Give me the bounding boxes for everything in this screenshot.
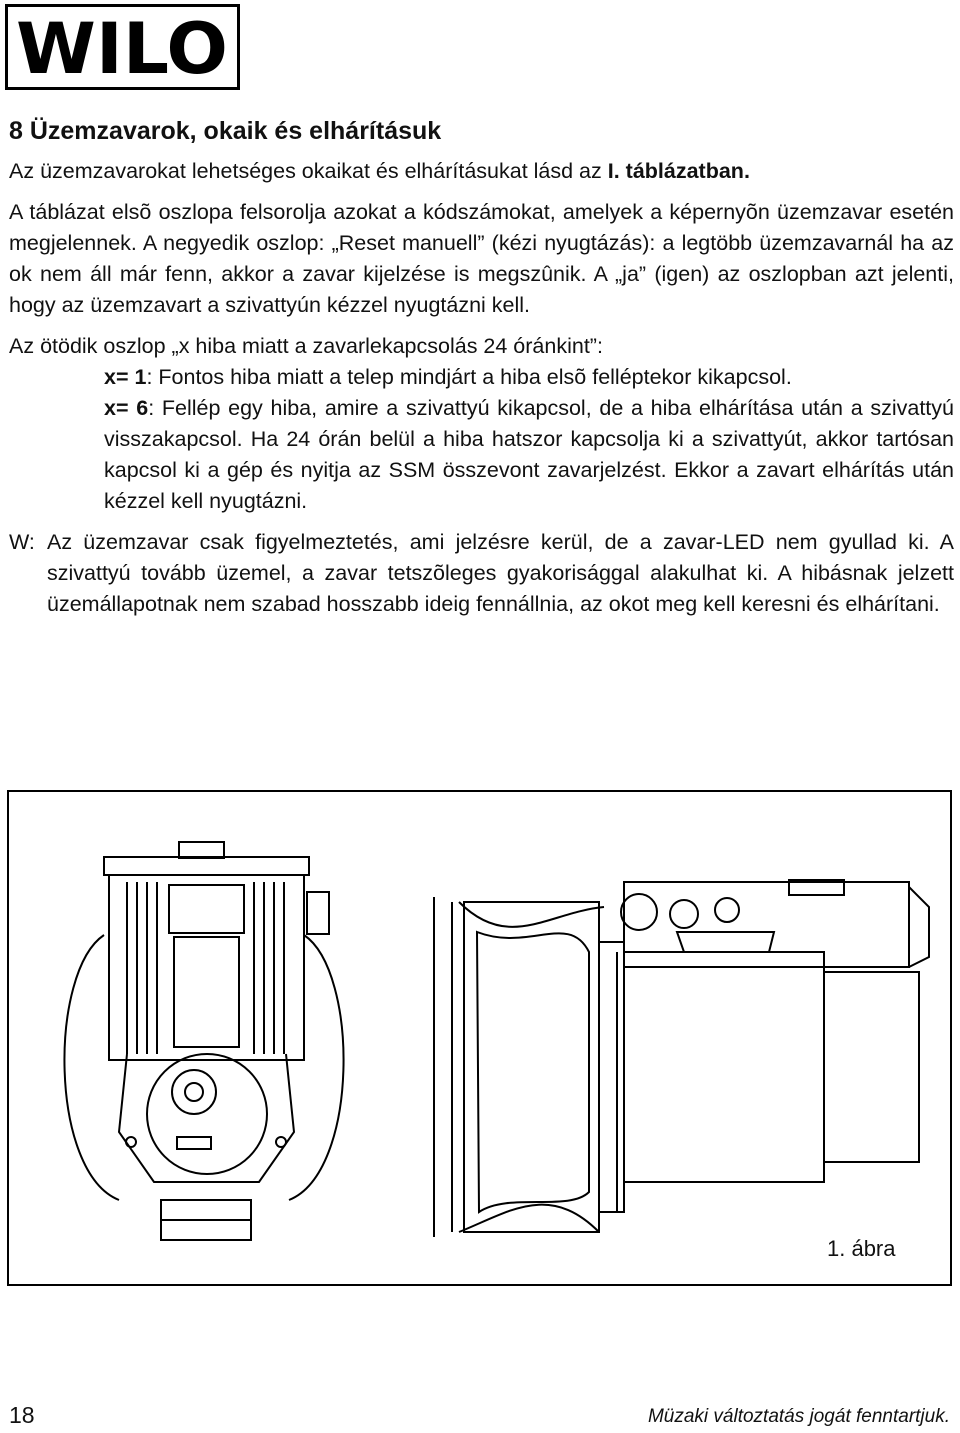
pump-figure bbox=[7, 790, 952, 1286]
paragraph-intro bbox=[9, 156, 954, 187]
section-title: 8 Üzemzavarok, okaik és elhárításuk bbox=[9, 117, 442, 145]
w-label: W: bbox=[9, 530, 35, 554]
wilo-logo bbox=[5, 4, 240, 90]
x1-text: : Fontos hiba miatt a telep mindjárt a hiba elsõ felléptekor kikapcsol. bbox=[146, 365, 792, 389]
pump-side-view bbox=[434, 880, 929, 1237]
w-item bbox=[9, 527, 954, 620]
w-text: Az üzemzavar csak figyelmeztetés, ami jelzésre kerül, de a zavar-LED nem gyullad ki. A szivattyú tovább üzemel, a zavar tetszõleges gyakorisággal alakulhat ki. A hibásnak jelzett üzemállapotnak nem szabad hosszabb ideig fennállnia, az okot meg kell keresni és elhárítani. bbox=[47, 530, 954, 616]
pump-front-view bbox=[64, 842, 343, 1240]
intro-text: Az üzemzavarokat lehetséges okaikat és elhárításukat lásd az bbox=[9, 159, 608, 183]
x1-label: x= 1 bbox=[104, 365, 147, 389]
table-reference: I. táblázatban. bbox=[607, 159, 750, 183]
pump-drawing bbox=[9, 792, 950, 1284]
page-number: 18 bbox=[9, 1402, 35, 1428]
x6-item bbox=[9, 393, 954, 517]
wilo-logo-graphic bbox=[8, 7, 237, 87]
x6-label: x= 6 bbox=[104, 396, 149, 420]
logo-text: WILO bbox=[16, 8, 228, 87]
x1-item bbox=[9, 362, 954, 393]
footer-note: Müzaki változtatás jogát fenntartjuk. bbox=[647, 1406, 950, 1427]
x6-text: : Fellép egy hiba, amire a szivattyú kikapcsol, de a hiba elhárítása után a szivattyú visszakapcsol. Ha 24 órán belül a hiba hatszor kapcsolja ki a szivattyút, akkor tartósan kapcsol ki a gép és nyitja az SSM összevont zavarjelzést. Ekkor a zavart elhárítás után kézzel kell nyugtázni. bbox=[104, 396, 954, 513]
content bbox=[9, 116, 954, 620]
figure-caption: 1. ábra bbox=[827, 1236, 896, 1261]
paragraph-columns: A táblázat elsõ oszlopa felsorolja azokat a kódszámokat, amelyek a képernyõn üzemzavar esetén megjelennek. A negyedik oszlop: „Reset manuell” (kézi nyugtázás): a legtöbb üzemzavarnál ha az ok nem áll már fenn, akkor a zavar kijelzése is megszûnik. A „ja” (igen) az oszlopban azt jelenti, hogy az üzemzavart a szivattyún kézzel nyugtázni kell. bbox=[9, 200, 954, 317]
paragraph-fifth-column: Az ötödik oszlop „x hiba miatt a zavarlekapcsolás 24 óránkint”: bbox=[9, 334, 603, 358]
